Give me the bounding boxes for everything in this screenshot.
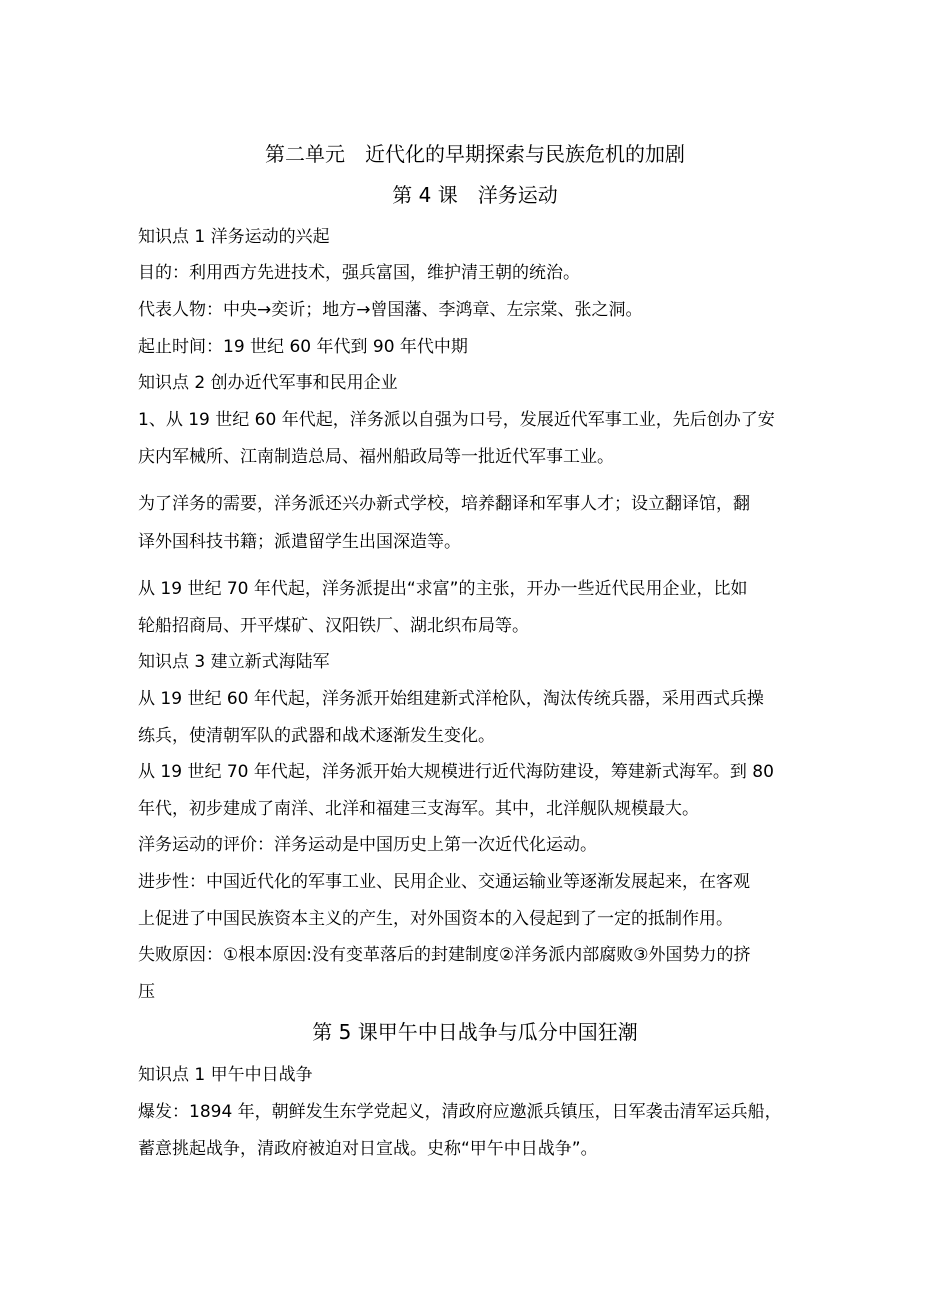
outbreak-line-2: 蓄意挑起战争，清政府被迫对日宣战。史称“甲午中日战争”。	[138, 1139, 598, 1159]
kp3-paragraph-1-line-2: 练兵，使清朝军队的武器和战术逐渐发生变化。	[138, 726, 495, 746]
kp2-paragraph-2-line-2: 译外国科技书籍；派遣留学生出国深造等。	[138, 532, 461, 552]
kp2-paragraph-1-line-2: 庆内军械所、江南制造总局、福州船政局等一批近代军事工业。	[138, 447, 614, 467]
kp2-heading: 知识点 2 创办近代军事和民用企业	[138, 373, 398, 393]
kp2-paragraph-3-line-1: 从 19 世纪 70 年代起，洋务派提出“求富”的主张，开办一些近代民用企业，比如	[138, 579, 748, 599]
progress-line-1: 进步性：中国近代化的军事工业、民用企业、交通运输业等逐渐发展起来，在客观	[138, 872, 750, 892]
figures-text: 代表人物：中央→奕䜣；地方→曾国藩、李鸿章、左宗棠、张之洞。	[138, 300, 643, 320]
unit-title: 第二单元 近代化的早期探索与民族危机的加剧	[265, 142, 685, 166]
evaluation-text: 洋务运动的评价：洋务运动是中国历史上第一次近代化运动。	[138, 835, 597, 855]
kp3-paragraph-1-line-1: 从 19 世纪 60 年代起，洋务派开始组建新式洋枪队，淘汰传统兵器，采用西式兵操	[138, 689, 764, 709]
kp3-paragraph-2-line-1: 从 19 世纪 70 年代起，洋务派开始大规模进行近代海防建设，筹建新式海军。到 80	[138, 762, 774, 782]
failure-line-2: 压	[138, 982, 155, 1002]
lesson-4-title: 第 4 课 洋务运动	[392, 183, 558, 207]
kp2-paragraph-3-line-2: 轮船招商局、开平煤矿、汉阳铁厂、湖北织布局等。	[138, 616, 529, 636]
progress-line-2: 上促进了中国民族资本主义的产生，对外国资本的入侵起到了一定的抵制作用。	[138, 909, 733, 929]
kp1-heading: 知识点 1 洋务运动的兴起	[138, 227, 330, 247]
purpose-text: 目的：利用西方先进技术，强兵富国，维护清王朝的统治。	[138, 263, 580, 283]
lesson-5-title: 第 5 课甲午中日战争与瓜分中国狂潮	[312, 1020, 638, 1044]
failure-line-1: 失败原因：①根本原因:没有变革落后的封建制度②洋务派内部腐败③外国势力的挤	[138, 945, 751, 965]
kp2-paragraph-1-line-1: 1、从 19 世纪 60 年代起，洋务派以自强为口号，发展近代军事工业，先后创办了安	[138, 410, 775, 430]
lesson5-kp1-heading: 知识点 1 甲午中日战争	[138, 1065, 313, 1085]
kp3-paragraph-2-line-2: 年代，初步建成了南洋、北洋和福建三支海军。其中，北洋舰队规模最大。	[138, 799, 699, 819]
kp3-heading: 知识点 3 建立新式海陆军	[138, 652, 330, 672]
kp2-paragraph-2-line-1: 为了洋务的需要，洋务派还兴办新式学校，培养翻译和军事人才；设立翻译馆，翻	[138, 494, 750, 514]
outbreak-line-1: 爆发：1894 年，朝鲜发生东学党起义，清政府应邀派兵镇压，日军袭击清军运兵船，	[138, 1102, 782, 1122]
period-text: 起止时间：19 世纪 60 年代到 90 年代中期	[138, 337, 468, 357]
